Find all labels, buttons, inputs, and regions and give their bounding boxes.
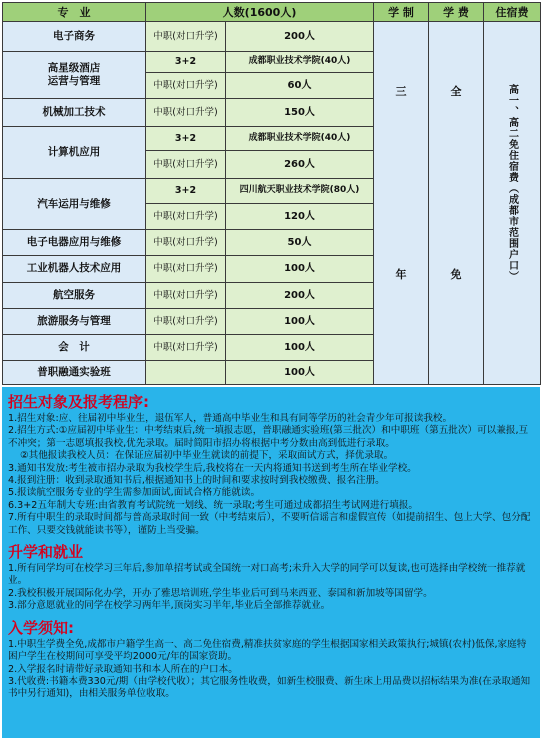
paragraph: 3.通知书发放:考生被市招办录取为我校学生后,我校将在一天内将通知书送到考生所在毕业学校。 — [8, 462, 417, 474]
program-type: 3+2 — [146, 51, 226, 72]
major-name-line2: 运营与管理 — [47, 74, 101, 87]
paragraph: 2.入学报名时请带好录取通知书和本人所在的户口本。 — [8, 663, 238, 675]
enroll-count: 150人 — [226, 99, 374, 126]
section-further-study — [8, 543, 534, 613]
section-title: 入学须知: — [8, 618, 74, 637]
major-name: 计算机应用 — [3, 126, 146, 179]
duration-top: 三 — [395, 85, 407, 99]
header-tuition: 学 费 — [429, 3, 484, 22]
enroll-count: 200人 — [226, 282, 374, 308]
paragraph: 7.所有中职生的录取时间都与普高录取时间一致（中考结束后），不要听信谣言和虚假宣传（如提前招生、包上大学、包分配工作、只要交钱就能读书等），谨防上当受骗。 — [8, 512, 531, 536]
enroll-count: 100人 — [226, 360, 374, 384]
paragraph: 5.报读航空服务专业的学生需参加面试,面试合格方能就读。 — [8, 487, 261, 499]
major-name-line1: 高星级酒店 — [47, 61, 101, 74]
program-type: 3+2 — [146, 126, 226, 150]
enroll-count: 200人 — [226, 22, 374, 51]
major-name: 电子电器应用与维修 — [3, 229, 146, 255]
section-title: 招生对象及报考程序: — [8, 393, 149, 411]
program-type: 中职(对口升学) — [146, 22, 226, 51]
program-type: 中职(对口升学) — [146, 335, 226, 360]
paragraph: 1.中职生学费全免,成都市户籍学生高一、高二免住宿费,精准扶贫家庭的学生根据国家相关政策执行;城镇(农村)低保,家庭特困户学生在校期间可享受平均2000元/年的国家资助。 — [8, 638, 527, 663]
enroll-count: 50人 — [226, 229, 374, 255]
partner-school: 四川航天职业技术学院(80人) — [226, 179, 374, 203]
program-type: 中职(对口升学) — [146, 203, 226, 229]
enroll-count: 60人 — [226, 72, 374, 98]
major-name: 会 计 — [3, 335, 146, 360]
major-name: 普职融通实验班 — [3, 360, 146, 384]
major-name: 工业机器人技术应用 — [3, 256, 146, 282]
header-count: 人数(1600人) — [146, 3, 374, 22]
paragraph: 2.我校积极开展国际化办学，开办了雅思培训班,学生毕业后可到马来西亚、泰国和新加坡等国留学。 — [8, 587, 433, 599]
paragraph: 3.代收费:书籍本费330元/期（由学校代收）；其它服务性收费，如新生校服费、新生床上用品费以招标结果为准(在录取通知书中另行通知)，由相关服务单位收取。 — [8, 675, 531, 700]
duration-cell — [374, 22, 429, 385]
paragraph: 2.招生方式:①应届初中毕业生：中考结束后,统一填报志愿，普职融通实验班(第三批次）和中职班（第五批次）可以兼报,互不冲突；第一志愿填报我校,优先录取。届时简阳市招办将根据中考分数由高到低进行录取。 — [8, 425, 529, 449]
program-type: 中职(对口升学) — [146, 229, 226, 255]
program-type — [146, 360, 226, 384]
paragraph: ②其他报读我校人员：在保证应届初中毕业生就读的前提下，采取面试方式，择优录取。 — [20, 450, 394, 462]
major-name: 航空服务 — [3, 282, 146, 308]
header-major: 专 业 — [3, 3, 146, 22]
tuition-bottom: 免 — [450, 268, 462, 282]
partner-school: 成都职业技术学院(40人) — [226, 126, 374, 150]
program-type: 3+2 — [146, 179, 226, 203]
enroll-count: 260人 — [226, 150, 374, 178]
enrollment-table — [2, 2, 541, 385]
enroll-count: 100人 — [226, 256, 374, 282]
header-duration: 学 制 — [374, 3, 429, 22]
section-enrollment — [8, 393, 534, 537]
paragraph: 4.报到注册：收到录取通知书后,根据通知书上的时间和要求按时到我校缴费、报名注册。 — [8, 475, 385, 487]
enroll-count: 120人 — [226, 203, 374, 229]
section-title: 升学和就业 — [8, 543, 84, 562]
program-type: 中职(对口升学) — [146, 256, 226, 282]
info-panel — [2, 387, 540, 738]
board-cell — [484, 22, 541, 385]
major-name: 汽车运用与维修 — [3, 179, 146, 230]
paragraph: 6.3+2五年制大专班:由省教育考试院统一划线、统一录取;考生可通过成都招生考试网进行填报。 — [8, 499, 419, 511]
tuition-top: 全 — [450, 85, 462, 99]
table-header-row — [3, 3, 541, 22]
program-type: 中职(对口升学) — [146, 99, 226, 126]
enroll-count: 100人 — [226, 308, 374, 334]
major-name: 机械加工技术 — [3, 99, 146, 126]
paragraph: 1.所有同学均可在校学习三年后,参加单招考试或全国统一对口高考;未升入大学的同学可以复读,也可选择由学校统一推荐就业。 — [8, 563, 526, 587]
program-type: 中职(对口升学) — [146, 308, 226, 334]
tuition-cell — [429, 22, 484, 385]
board-note: 高一、高二免住宿费（成都市范围户口） — [506, 84, 518, 283]
program-type: 中职(对口升学) — [146, 282, 226, 308]
major-name: 电子商务 — [3, 22, 146, 51]
paragraph: 3.部分意愿就业的同学在校学习两年半,顶岗实习半年,毕业后全部推荐就业。 — [8, 600, 331, 612]
program-type: 中职(对口升学) — [146, 150, 226, 178]
table-row — [3, 22, 541, 51]
program-type: 中职(对口升学) — [146, 72, 226, 98]
header-board: 住宿费 — [484, 3, 541, 22]
major-name — [3, 51, 146, 99]
partner-school: 成都职业技术学院(40人) — [226, 51, 374, 72]
duration-bottom: 年 — [395, 268, 407, 282]
section-admission-notes — [8, 619, 534, 701]
major-name: 旅游服务与管理 — [3, 308, 146, 334]
paragraph: 1.招生对象:应、往届初中毕业生，退伍军人，普通高中毕业生和具有同等学历的社会青少年可报读我校。 — [8, 413, 453, 424]
enroll-count: 100人 — [226, 335, 374, 360]
